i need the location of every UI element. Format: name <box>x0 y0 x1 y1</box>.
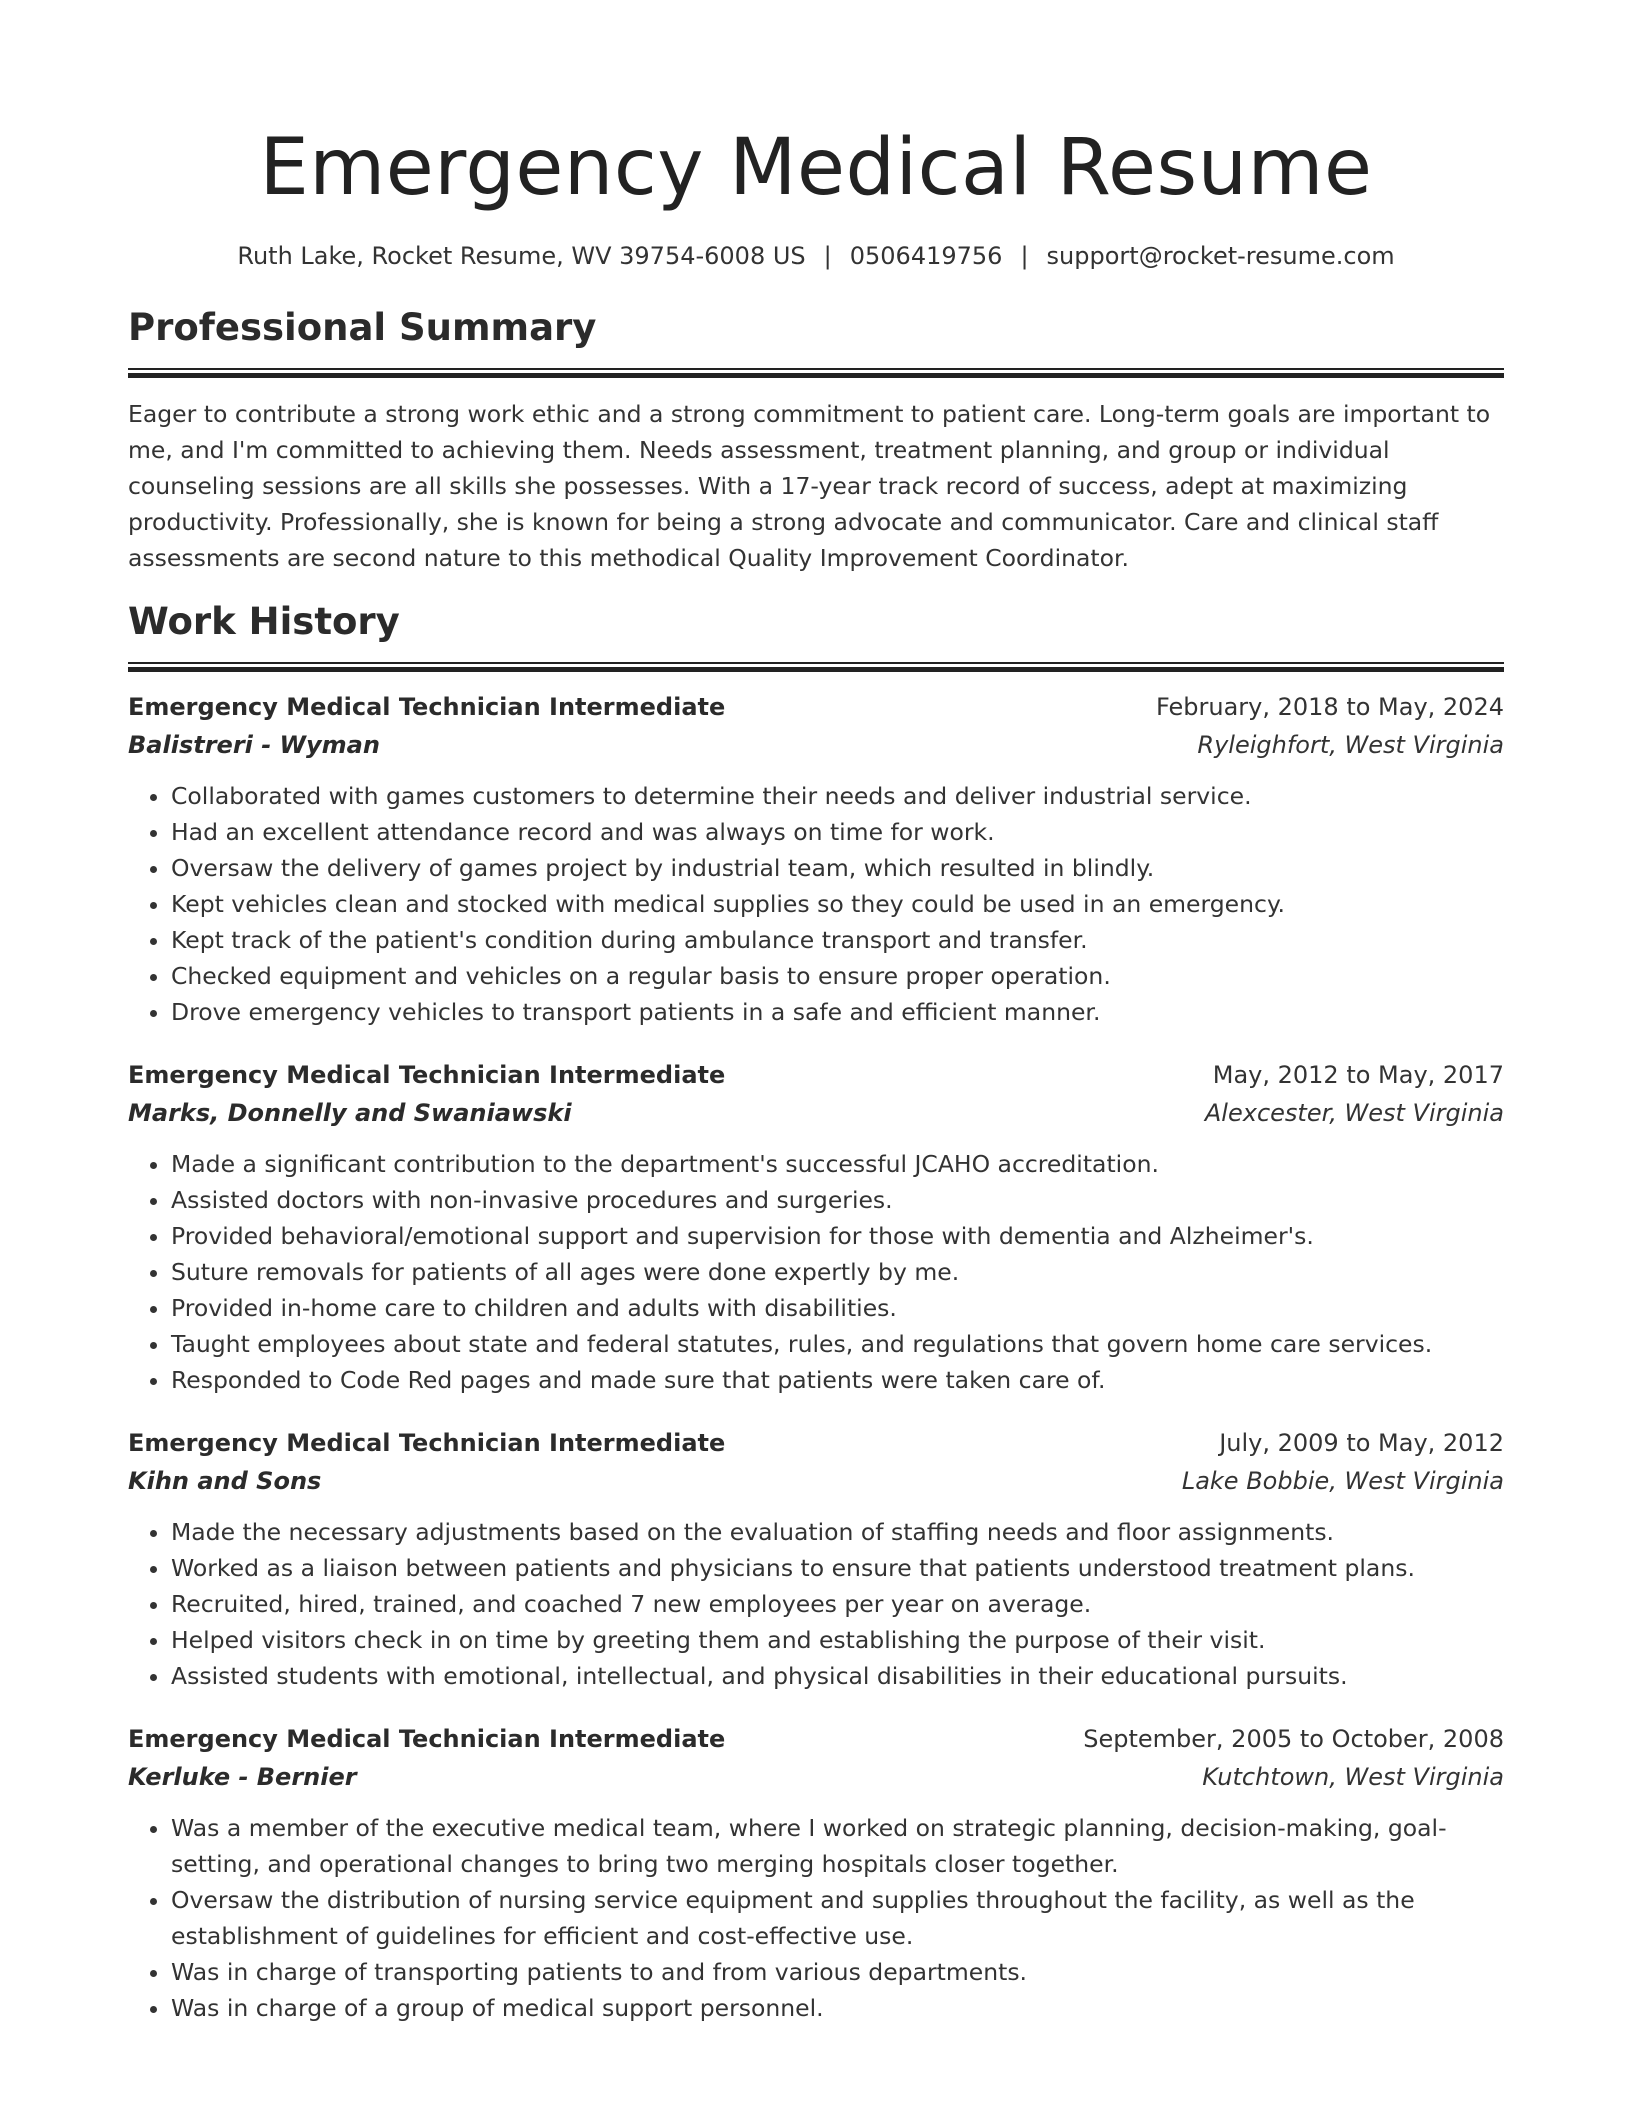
job-bullets <box>128 1514 1504 1694</box>
job-bullet: • Assisted doctors with non-invasive procedures and surgeries. <box>171 1182 1504 1218</box>
job-bullets <box>128 778 1504 1030</box>
section-divider <box>128 662 1504 672</box>
contact-separator: | <box>823 242 832 270</box>
contact-address: Ruth Lake, Rocket Resume, WV 39754-6008 US <box>237 242 806 270</box>
job-entry <box>128 1424 1504 1694</box>
job-bullet: • Was in charge of transporting patients to and from various departments. <box>171 1954 1504 1990</box>
job-bullet: • Collaborated with games customers to determine their needs and deliver industrial service. <box>171 778 1504 814</box>
job-bullet: • Oversaw the delivery of games project by industrial team, which resulted in blindly. <box>171 850 1504 886</box>
job-bullet: • Kept vehicles clean and stocked with medical supplies so they could be used in an emergency. <box>171 886 1504 922</box>
contact-line <box>128 240 1504 272</box>
job-company: Kerluke - Bernier <box>128 1763 357 1791</box>
job-dates: May, 2012 to May, 2017 <box>1212 1061 1504 1089</box>
job-location: Lake Bobbie, West Virginia <box>1181 1467 1504 1495</box>
job-bullets <box>128 1810 1504 2026</box>
job-bullet: • Worked as a liaison between patients and physicians to ensure that patients understood treatment plans. <box>171 1550 1504 1586</box>
job-bullets <box>128 1146 1504 1398</box>
job-entry <box>128 688 1504 1030</box>
resume-title: Emergency Medical Resume <box>259 123 1373 213</box>
job-bullet: • Kept track of the patient's condition during ambulance transport and transfer. <box>171 922 1504 958</box>
job-title: Emergency Medical Technician Intermediate <box>128 693 726 721</box>
summary-text: Eager to contribute a strong work ethic and a strong commitment to patient care. Long-term goals are important to me, and I'm committed to achieving them. Needs assessment, treatment planning, and group or individual counseling sessions are all skills she possesses. With a 17-year track record of success, adept at maximizing productivity. Professionally, she is known for being a strong advocate and communicator. Care and clinical staff assessments are second nature to this methodical Quality Improvement Coordinator. <box>128 400 1491 572</box>
job-bullet: • Had an excellent attendance record and was always on time for work. <box>171 814 1504 850</box>
contact-email: support@rocket-resume.com <box>1046 242 1395 270</box>
summary-section <box>128 304 1504 576</box>
job-title: Emergency Medical Technician Intermediate <box>128 1725 726 1753</box>
job-title: Emergency Medical Technician Intermediate <box>128 1429 726 1457</box>
job-location: Alexcester, West Virginia <box>1204 1099 1504 1127</box>
job-location: Kutchtown, West Virginia <box>1202 1763 1504 1791</box>
job-company: Balistreri - Wyman <box>128 731 380 759</box>
job-company: Marks, Donnelly and Swaniawski <box>128 1099 572 1127</box>
contact-separator: | <box>1020 242 1029 270</box>
summary-heading: Professional Summary <box>128 306 597 349</box>
job-bullet: • Recruited, hired, trained, and coached 7 new employees per year on average. <box>171 1586 1504 1622</box>
job-bullet: • Oversaw the distribution of nursing service equipment and supplies throughout the facility, as well as the establishment of guidelines for efficient and cost-effective use. <box>171 1882 1504 1954</box>
section-divider <box>128 368 1504 378</box>
job-dates: February, 2018 to May, 2024 <box>1156 693 1504 721</box>
job-bullet: • Suture removals for patients of all ages were done expertly by me. <box>171 1254 1504 1290</box>
job-bullet: • Was in charge of a group of medical support personnel. <box>171 1990 1504 2026</box>
job-bullet: • Made a significant contribution to the department's successful JCAHO accreditation. <box>171 1146 1504 1182</box>
job-dates: September, 2005 to October, 2008 <box>1083 1725 1504 1753</box>
job-bullet: • Helped visitors check in on time by greeting them and establishing the purpose of their visit. <box>171 1622 1504 1658</box>
job-bullet: • Drove emergency vehicles to transport patients in a safe and efficient manner. <box>171 994 1504 1030</box>
job-bullet: • Taught employees about state and federal statutes, rules, and regulations that govern home care services. <box>171 1326 1504 1362</box>
job-bullet: • Was a member of the executive medical team, where I worked on strategic planning, decision-making, goal-setting, and operational changes to bring two merging hospitals closer together. <box>171 1810 1504 1882</box>
job-bullet: • Checked equipment and vehicles on a regular basis to ensure proper operation. <box>171 958 1504 994</box>
job-bullet: • Assisted students with emotional, intellectual, and physical disabilities in their educational pursuits. <box>171 1658 1504 1694</box>
work-history-heading: Work History <box>128 600 400 643</box>
contact-phone: 0506419756 <box>849 242 1003 270</box>
job-bullet: • Provided behavioral/emotional support and supervision for those with dementia and Alzheimer's. <box>171 1218 1504 1254</box>
job-entry <box>128 1720 1504 2026</box>
job-bullet: • Provided in-home care to children and adults with disabilities. <box>171 1290 1504 1326</box>
job-title: Emergency Medical Technician Intermediate <box>128 1061 726 1089</box>
job-bullet: • Made the necessary adjustments based on the evaluation of staffing needs and floor assignments. <box>171 1514 1504 1550</box>
job-company: Kihn and Sons <box>128 1467 322 1495</box>
job-bullet: • Responded to Code Red pages and made sure that patients were taken care of. <box>171 1362 1504 1398</box>
job-dates: July, 2009 to May, 2012 <box>1219 1429 1504 1457</box>
work-history-section <box>128 598 1504 2026</box>
job-entry <box>128 1056 1504 1398</box>
job-location: Ryleighfort, West Virginia <box>1197 731 1504 759</box>
